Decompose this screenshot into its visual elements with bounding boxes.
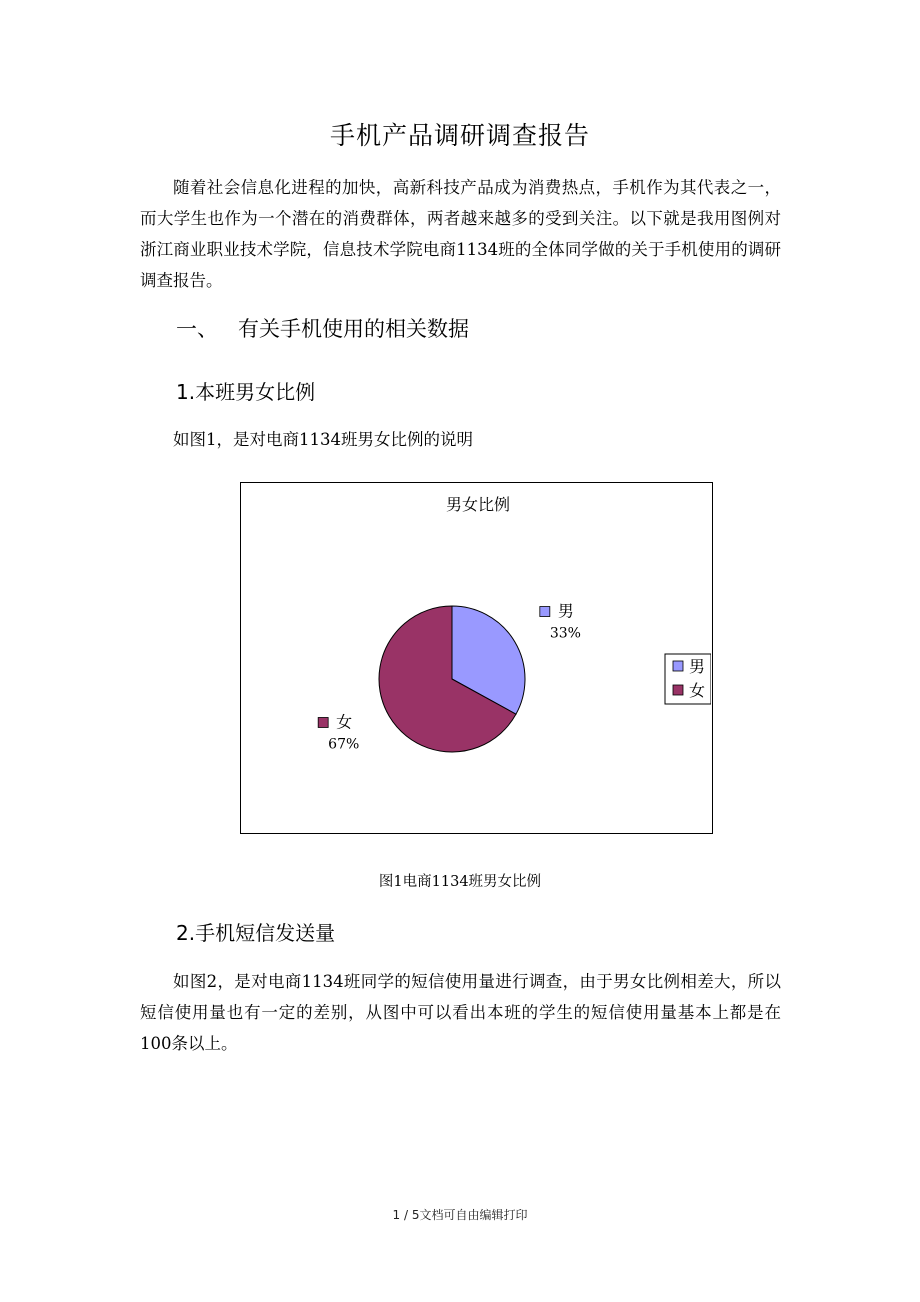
chart-title: 男女比例 bbox=[445, 495, 511, 514]
pie-chart-frame bbox=[240, 482, 713, 834]
section-heading bbox=[176, 313, 469, 343]
legend-marker-female bbox=[673, 685, 683, 695]
pie-data-label-male bbox=[540, 602, 581, 642]
figure1-intro-text: 如图1，是对电商1134班男女比例的说明 bbox=[173, 430, 473, 449]
legend-label-female: 女 bbox=[689, 681, 706, 700]
pie-data-label-marker bbox=[318, 717, 328, 727]
pie-data-label-percent: 67% bbox=[328, 736, 360, 753]
legend-marker-male bbox=[673, 661, 683, 671]
section-number: 一、 bbox=[176, 317, 218, 341]
subsection-heading-2: 2.手机短信发送量 bbox=[176, 921, 336, 945]
figure1-caption: 图1电商1134班男女比例 bbox=[378, 874, 542, 890]
pie-data-label-marker bbox=[540, 607, 550, 617]
page-footer: 1 / 5文档可自由编辑打印 bbox=[392, 1208, 528, 1222]
pie-data-label-female bbox=[318, 712, 359, 752]
sms-paragraph: 如图2，是对电商1134班同学的短信使用量进行调查，由于男女比例相差大，所以短信使用量也有一定的差别，从图中可以看出本班的学生的短信使用量基本上都是在100条以上。 bbox=[140, 972, 781, 1053]
pie-data-label-percent: 33% bbox=[549, 625, 581, 642]
section-title: 有关手机使用的相关数据 bbox=[238, 317, 469, 341]
subsection-heading-1: 1.本班男女比例 bbox=[176, 380, 316, 404]
intro-paragraph: 随着社会信息化进程的加快，高新科技产品成为消费热点，手机作为其代表之一，而大学生也作为一个潜在的消费群体，两者越来越多的受到关注。以下就是我用图例对浙江商业职业技术学院，信息技术学院电商1134班的全体同学做的关于手机使用的调研调查报告。 bbox=[140, 178, 781, 290]
pie-chart bbox=[241, 483, 711, 832]
document-title: 手机产品调研调查报告 bbox=[329, 121, 590, 150]
legend-label-male: 男 bbox=[689, 657, 706, 676]
pie-data-label-category: 女 bbox=[336, 712, 353, 732]
pie-data-label-category: 男 bbox=[557, 601, 574, 621]
